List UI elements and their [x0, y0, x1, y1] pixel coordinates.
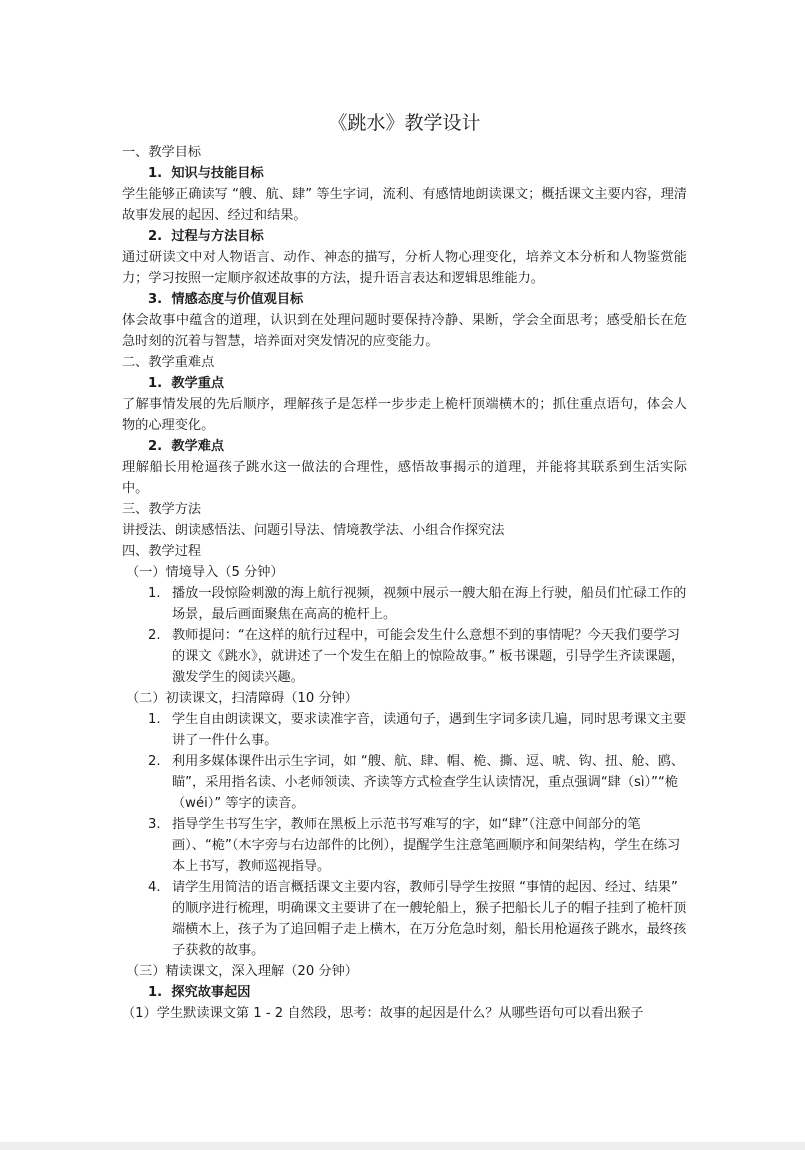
- page-bottom-edge: [0, 1142, 805, 1150]
- subheading-values: 3. 情感态度与价值观目标: [148, 292, 304, 307]
- list-item: 2. 教师提问：“在这样的航行过程中，可能会发生什么意想不到的事情呢？今天我们要学习的课文《跳水》，就讲述了一个发生在船上的惊险故事。” 板书课题，引导学生齐读课题，激发学生的阅读兴趣。: [148, 628, 685, 685]
- list-item: 3. 指导学生书写生字，教师在黑板上示范书写难写的字，如“肆”（注意中间部分的笔画）、“桅”（木字旁与右边部件的比例），提醒学生注意笔画顺序和间架结构，学生在练习本上书写，教师巡视指导。: [148, 817, 681, 874]
- first-reading-list: [122, 709, 687, 961]
- subheading-process-methods: 2. 过程与方法目标: [148, 229, 264, 244]
- section-heading-process: 四、教学过程: [122, 544, 202, 559]
- subheading-story-cause: 1. 探究故事起因: [148, 985, 251, 1000]
- list-item: 2. 利用多媒体课件出示生字词，如 “艘、航、肆、帽、桅、撕、逗、唬、钩、扭、舱、鸥、瞄”，采用指名读、小老师领读、齐读等方式检查学生认读情况，重点强调“肆（sì）”“桅（wéi）” 等字的读音。: [148, 754, 685, 811]
- paragraph-methods: 讲授法、朗读感悟法、问题引导法、情境教学法、小组合作探究法: [122, 523, 505, 538]
- paragraph-key-point: 了解事情发展的先后顺序，理解孩子是怎样一步步走上桅杆顶端横木的；抓住重点语句，体会人物的心理变化。: [122, 397, 687, 433]
- list-item: 4. 请学生用简洁的语言概括课文主要内容，教师引导学生按照 “事情的起因、经过、结果” 的顺序进行梳理，明确课文主要讲了在一艘轮船上，猴子把船长儿子的帽子挂到了桅杆顶端横木上，孩子为了追回帽子走上横木，在万分危急时刻，船长用枪逼孩子跳水，最终孩子获救的故事。: [148, 880, 687, 958]
- subsection-heading-first-reading: （二）初读课文，扫清障碍（10 分钟）: [126, 691, 358, 706]
- list-item: 1. 学生自由朗读课文，要求读准字音，读通句子，遇到生字词多读几遍，同时思考课文主要讲了一件什么事。: [148, 712, 687, 748]
- list-item: 1. 播放一段惊险刺激的海上航行视频，视频中展示一艘大船在海上行驶，船员们忙碌工作的场景，最后画面聚焦在高高的桅杆上。: [148, 586, 687, 622]
- subheading-key-point: 1. 教学重点: [148, 376, 225, 391]
- section-heading-methods: 三、教学方法: [122, 502, 202, 517]
- paragraph-difficulty: 理解船长用枪逼孩子跳水这一做法的合理性，感悟故事揭示的道理，并能将其联系到生活实际中。: [122, 460, 687, 496]
- paragraph-process-methods: 通过研读文中对人物语言、动作、神态的描写，分析人物心理变化，培养文本分析和人物鉴赏能力；学习按照一定顺序叙述故事的方法，提升语言表达和逻辑思维能力。: [122, 250, 687, 286]
- subheading-knowledge-skills: 1. 知识与技能目标: [148, 166, 264, 181]
- intro-list: [122, 583, 687, 688]
- paragraph-story-cause: （1）学生默读课文第 1 - 2 自然段，思考：故事的起因是什么？从哪些语句可以看出猴子: [122, 1006, 644, 1021]
- subsection-heading-intro: （一）情境导入（5 分钟）: [126, 565, 284, 580]
- section-heading-key-points: 二、教学重难点: [122, 355, 215, 370]
- document-content: [122, 108, 687, 1024]
- section-heading-goals: 一、教学目标: [122, 145, 202, 160]
- paragraph-values: 体会故事中蕴含的道理，认识到在处理问题时要保持冷静、果断，学会全面思考；感受船长在危急时刻的沉着与智慧，培养面对突发情况的应变能力。: [122, 313, 687, 349]
- subheading-difficulty: 2. 教学难点: [148, 439, 225, 454]
- page-title: 《跳水》教学设计: [328, 112, 481, 134]
- subsection-heading-close-reading: （三）精读课文，深入理解（20 分钟）: [126, 964, 358, 979]
- paragraph-knowledge-skills: 学生能够正确读写 “艘、航、肆” 等生字词，流利、有感情地朗读课文；概括课文主要内容，理清故事发展的起因、经过和结果。: [122, 187, 687, 223]
